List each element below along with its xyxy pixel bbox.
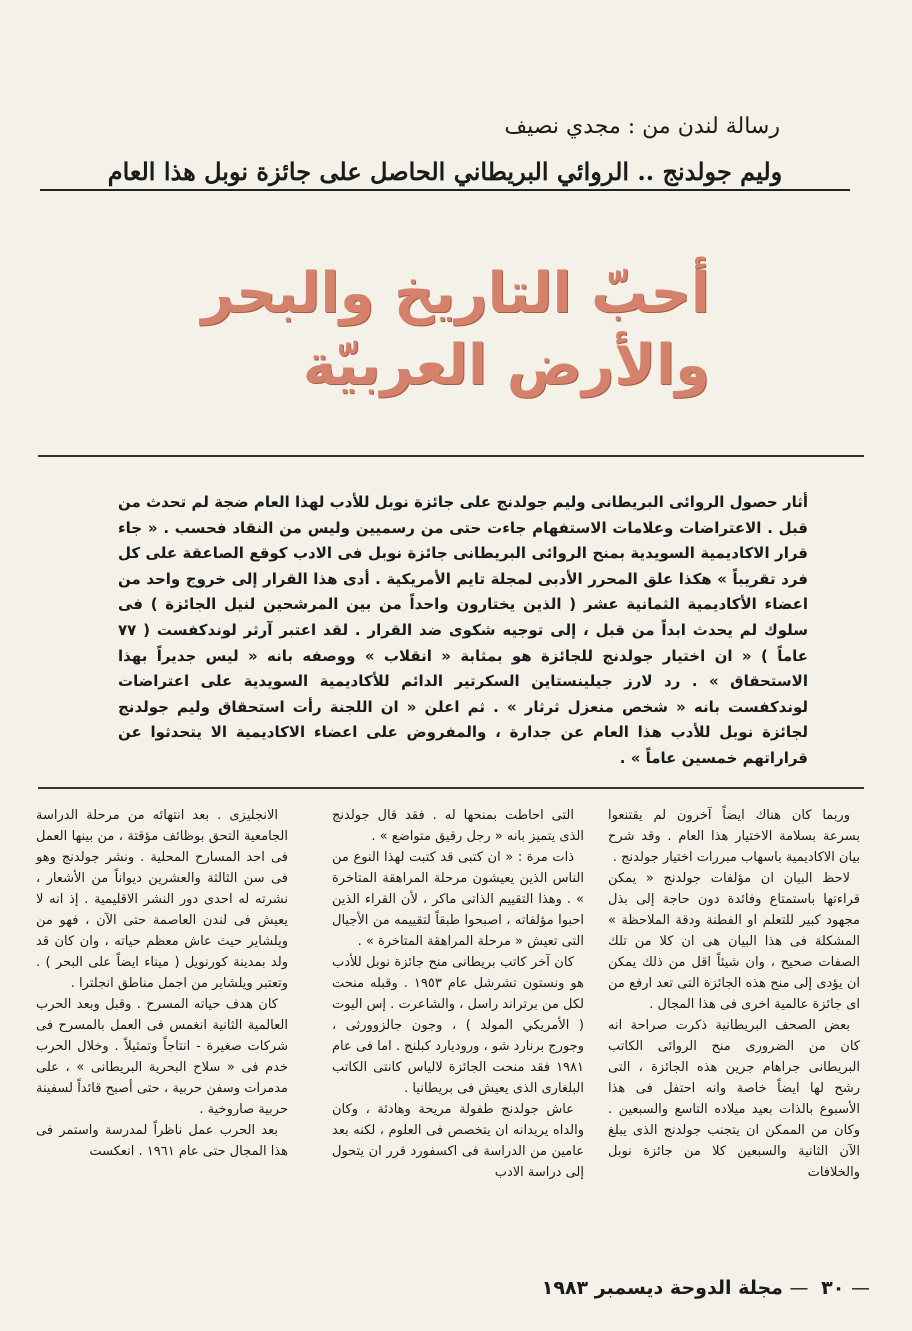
paragraph: وربما كان هناك ايضاً آخرون لم يقتنعوا بسرعة بسلامة الاختيار هذا العام . وقد شرح بيان الاكاديمية باسهاب مبررات اختيار جولدنج . [608,808,860,865]
paragraph: التى احاطت بمنحها له . فقد قال جولدنج الذى يتميز بانه « رجل رقيق متواضع » . [332,808,584,844]
paragraph: كان هدف حياته المسرح . وقبل وبعد الحرب العالمية الثانية انغمس فى العمل بالمسرح فى شركات صغيرة - انتاجاً وتمثيلاً . وخلال الحرب خدم فى « سلاح البحرية البريطانى » ، على مدمرات وسفن حربية ، حتى أصبح قائداً لسفينة حربية صاروخية . [36,997,288,1117]
divider-top [38,455,864,457]
page-footer: — ٣٠ — مجلة الدوحة ديسمبر ١٩٨٣ [541,1277,870,1299]
headline-line-1: أحبّ التاريخ والبحر [201,261,710,326]
paragraph: بعد الحرب عمل ناظراً لمدرسة واستمر فى هذا المجال حتى عام ١٩٦١ . انعكست [36,1123,288,1159]
paragraph: عاش جولدنج طفولة مريحة وهادئة ، وكان والداه يريدانه ان يتخصص فى العلوم ، لكنه بعد عامين من الدراسة فى اكسفورد قرر ان يتحول إلى دراسة الادب [332,1102,584,1180]
headline-line-2: والأرض العربيّة [302,333,710,398]
headline [180,258,710,402]
paragraph: بعض الصحف البريطانية ذكرت صراحة انه كان من الضرورى منح الروائى الكاتب البريطانى جراهام جرين هذه الجائزة ، التى رشح لها ايضاً خاصة وانه احتفل فى هذا الأسبوع بالذات بعيد ميلاده التاسع والسبعين . وكان من الممكن ان يتجنب جولدنج الذى يبلغ الآن الثانية والسبعين كلا من جائزة نوبل والخلافات [608,1018,860,1180]
byline: رسالة لندن من : مجدي نصيف [504,114,780,139]
column-left [36,805,288,1240]
subtitle: وليم جولدنج .. الروائي البريطاني الحاصل على جائزة نوبل هذا العام [40,155,850,191]
magazine-issue: مجلة الدوحة ديسمبر ١٩٨٣ [541,1277,783,1299]
paragraph: ذات مرة : « ان كتبى قد كتبت لهذا النوع من الناس الذين يعيشون مرحلة المراهقة المتاخرة » . وهذا التقييم الذاتى ماكر ، لأن القراء الذين احبوا مؤلفاته ، اصبحوا طبقاً لتقييمه من الأجيال التى تعيش « مرحلة المراهقة المتاخرة » . [332,850,584,949]
paragraph: كان آخر كاتب بريطانى منح جائزة نوبل للأدب هو ونستون تشرشل عام ١٩٥٣ . وقبله منحت لكل من برتراند راسل ، والشاعرت . إس اليوت ( الأمريكي المولد ) ، وجون جالزوورثى ، وجورج برنارد شو ، وروديارد كبلنج . اما فى عام ١٩٨١ فقد منحت الجائزة لالياس كانتى الكاتب البلغارى الذى يعيش فى بريطانيا . [331,955,584,1096]
column-right [608,805,860,1240]
intro-paragraph: أثار حصول الروائى البريطانى وليم جولدنج على جائزة نوبل للأدب لهذا العام ضجة لم تحدث من قبل . الاعتراضات وعلامات الاستفهام جاءت حتى من رسميين وليس من النقاد فحسب . « جاء قرار الاكاديمية السويدية بمنح الروائى البريطانى جائزة نوبل فى الادب كوقع الصاعقة على كل فرد تقريباً » هكذا علق المحرر الأدبى لمجلة تايم الأمريكية . أدى هذا القرار إلى خروج واحد من اعضاء الأكاديمية الثمانية عشر ( الذين يختارون واحداً من بين المرشحين لنيل الجائزة ) فى سلوك لم يحدث ابداً من قبل ، إلى توجيه شكوى ضد القرار . لقد اعتبر آرثر لوندكفست ( ٧٧ عاماً ) « ان اختيار جولدنج للجائزة هو بمثابة « انقلاب » ووصفه بانه « ليس جديراً بهذا الاستحقاق » . رد لارز جيلينستاين السكرتير الدائم للأكاديمية السويدية على اعتراضات لوندكفست بانه « شخص منعزل ثرثار » . ثم اعلن « ان اللجنة رأت استحقاق وليم جولدنج لجائزة نوبل للأدب هذا العام عن جدارة ، والمفروض على اعضاء الاكاديمية الا يتحدثوا عن قراراتهم خمسين عاماً » . [118,493,808,767]
page-number: ٣٠ [821,1277,845,1299]
paragraph: الانجليزى . بعد انتهائه من مرحلة الدراسة الجامعية التحق بوظائف مؤقتة ، من بينها العمل فى احد المسارح المحلية . ونشر جولدنج وهو فى سن الثالثة والعشرين ديواناً من الأشعار ، نشرته له احدى دور النشر الاقليمية . إذ انه لا يعيش فى لندن العاصمة حتى الآن ، فهو من ويلشاير حيث عاش معظم حياته ، وان كان قد ولد بمدينة كورنويل ( ميناء ايضاً على البحر ) . وتعتبر ويلشاير من اجمل مناطق انجلترا . [36,808,288,991]
paragraph: لاحظ البيان ان مؤلفات جولدنج « يمكن قراءتها باستمتاع وفائدة دون حاجة إلى بذل مجهود كبير للتعلم او الفطنة ودقة الملاحظة » المشكلة فى هذا البيان هى ان كلا من تلك الصفات صحيح ، وان شيئاً اقل من ذلك يمكن ان يؤدى إلى منح هذه الجائزة التى تعد ارفع من اى جائزة عالمية اخرى فى هذا المجال . [608,871,860,1012]
divider-bottom [38,787,864,789]
column-middle [332,805,584,1240]
